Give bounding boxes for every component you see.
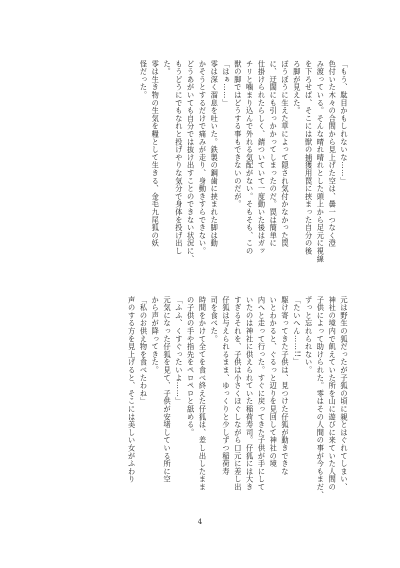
text-line: の子供の手や指先をペロペロと舐める。 <box>186 296 196 437</box>
text-line: 神社の境内で飢えていた所を山に遊びに来ていた人間の <box>328 296 338 491</box>
text-line: 駆け寄ってきた子供は、見つけた仔狐が動きできな <box>281 296 291 476</box>
text-line: から声が降ってきた。 <box>151 296 161 374</box>
text-line: 色付いた木々の合間から見上げた空は、曇一つなく澄 <box>328 60 338 248</box>
text-line: 怪だった。 <box>139 60 149 99</box>
text-line: いとわかると、ぐるっと辺りを見回して神社の境 <box>269 296 279 468</box>
text-line: 「もう、駄目かもしれないな……」 <box>340 60 349 185</box>
text-line: 子供によって助けられた。零はその人間の事が今もまだ、 <box>316 296 326 499</box>
text-line: どうあがいても自分では抜け出すことのできない状況に、 <box>186 60 196 263</box>
text-line: もうどうにでもなれと投げやりな気分で身体を投げ出し <box>174 60 184 255</box>
text-line: 仕掛けられたらしく、錆ついていて一度動いた後はガッ <box>257 60 267 255</box>
text-line: 司を食べた。 <box>210 296 220 343</box>
text-line: た。 <box>163 60 173 76</box>
text-line: 声のする方を見上げると、そこには美しい女がふわり <box>127 296 137 484</box>
text-line: ろ脚が見えた。 <box>292 60 302 115</box>
text-line: 「私のお供え物を食べたわね」 <box>139 296 149 406</box>
text-line: ずっと忘れられない。 <box>304 296 314 374</box>
text-line: 元は野生の狐だったが子狐の頃に親とはぐれてしまい、 <box>340 296 349 491</box>
text-line: み渡っている。そんな晴れ晴れとした頭上から足元に視線 <box>316 60 326 263</box>
text-block-top <box>138 60 350 270</box>
text-line: 零は生き物の生気を糧として生きる、金毛九尾狐の妖 <box>151 60 161 248</box>
page-number: 4 <box>197 518 203 526</box>
text-line: 仔狐は与えられるまま、ゆっくりと少しずつ稲荷寿 <box>222 296 232 476</box>
text-block-bottom <box>126 296 350 510</box>
text-line: いたのは神社に供えられていた稲荷寿司。仔狐には大き <box>245 296 255 491</box>
text-line: 「ふふ、くすぐったいよ……」 <box>174 296 184 406</box>
text-line: に、迂闊にも引っかかってしまったのだ。罠は簡単に <box>269 60 279 248</box>
text-line: を下ろせば、そこには獣の捕獲用罠に挟まった自分の後 <box>304 60 314 255</box>
text-line: すぎるそれを、子供は小さくほぐしながら口元に差し出 <box>233 296 243 491</box>
text-line: 獣の脚ではどうする事もできないのだが。 <box>233 60 243 209</box>
text-line: 「たいへん……!!」 <box>292 296 302 366</box>
text-line: 時間をかけて全てを食べ終えた仔狐は、差し出したまま <box>198 296 208 491</box>
text-line: 元気になった仔狐を見て、子供が安堵している所に空 <box>163 296 173 484</box>
text-line: 「はぁ……」 <box>222 60 232 107</box>
text-line: チリと噛まり込んで外れる気配がない。そもそも、この <box>245 60 255 255</box>
text-line: かそうとするだけで痛みが走り、身動きすらできない。 <box>198 60 208 255</box>
text-line: ぼうぼうに生えた草によって隠され気付かなかった罠 <box>281 60 291 248</box>
text-line: 零は深く溜息を吐いた。鉄製の鋼歯に挟まれた脚は動 <box>210 60 220 248</box>
text-line: 内へと走って行った。すぐに戻ってきた子供が手にして <box>257 296 267 491</box>
